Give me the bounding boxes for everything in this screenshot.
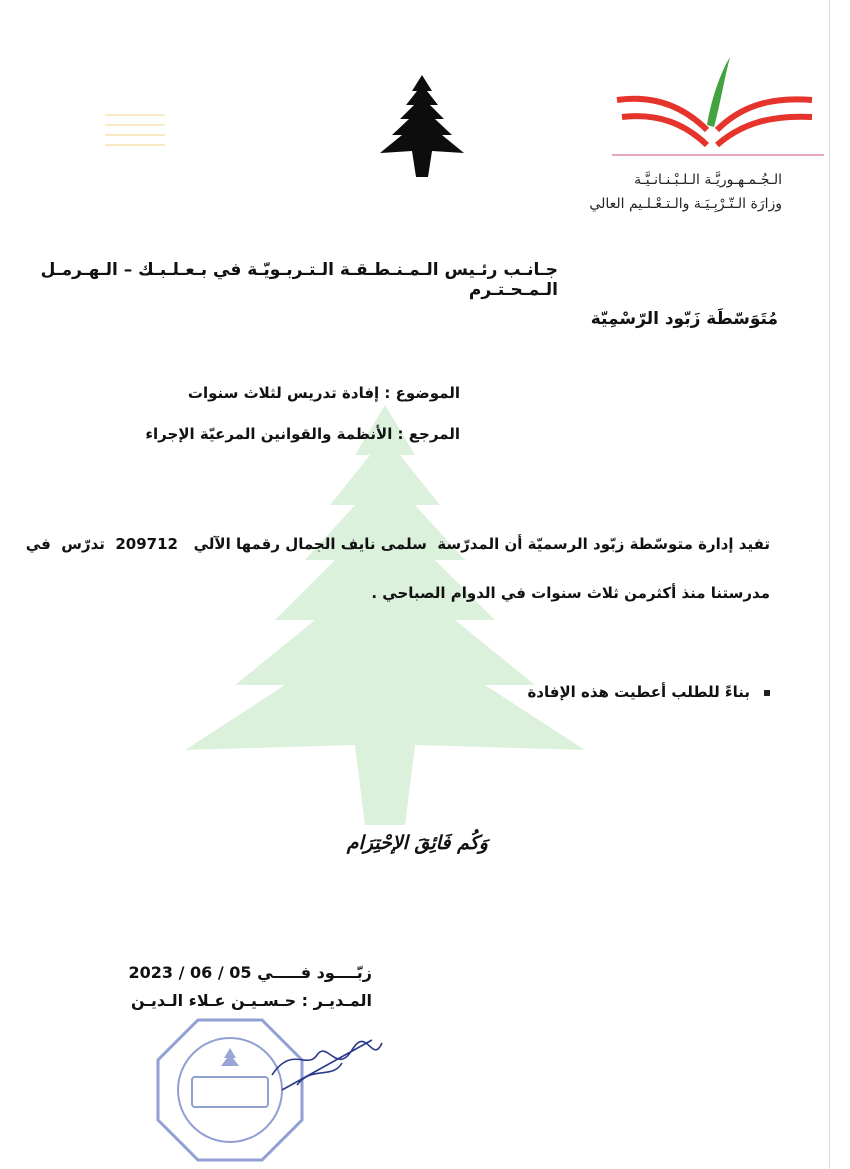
reference-line: المرجع : الأنظمة والقوانين المرعيّة الإجراء	[145, 425, 460, 443]
closing-phrase: وَكُم فَائِقَ الإحْتِرَام	[346, 832, 488, 854]
paragraph-line-2: مدرستنا منذ أكثرمن ثلاث سنوات في الدوام الصباحي .	[371, 584, 770, 602]
director-line: المـديـر : حـسـيـن عـلاء الـديـن	[131, 991, 372, 1010]
bullet-text: بناءً للطلب أعطيت هذه الإفادة	[527, 683, 750, 701]
ministry-line1: الـجُـمـهـوريَّـة الـلـبْـنـانـيَّـة	[634, 172, 782, 188]
ministry-line2: وزارَة الـتّـرْبِـيَـة والـتـعْـلـيم العالي	[589, 196, 782, 212]
signature-mark	[262, 1035, 387, 1095]
open-book-logo	[612, 55, 824, 165]
school-name: مُتَوَسّطَة زَبّود الرّسْمِيّة	[590, 309, 778, 329]
scan-edge-line	[829, 0, 830, 1169]
paragraph-line-1: تفيد إدارة متوسّطة زبّود الرسميّة أن المدرّسة سلمى نايف الجمال رقمها الآلي 209712 تدرّس في	[25, 535, 770, 553]
bullet-square-icon	[764, 690, 770, 696]
faint-mark	[100, 105, 170, 160]
subject-line: الموضوع : إفادة تدريس لثلاث سنوات	[187, 384, 460, 402]
cedar-tree-icon	[372, 73, 472, 183]
addressee: جـانـب رئـيس الـمـنـطـقـة الـتـربـويّـة في بـعـلـبـك – الـهـرمـل الـمـحـتـرم	[40, 260, 558, 300]
bullet-item	[527, 683, 770, 701]
cedar-watermark	[165, 395, 605, 835]
date-line: زبّــــود فـــــي 05 / 06 / 2023	[128, 963, 372, 982]
